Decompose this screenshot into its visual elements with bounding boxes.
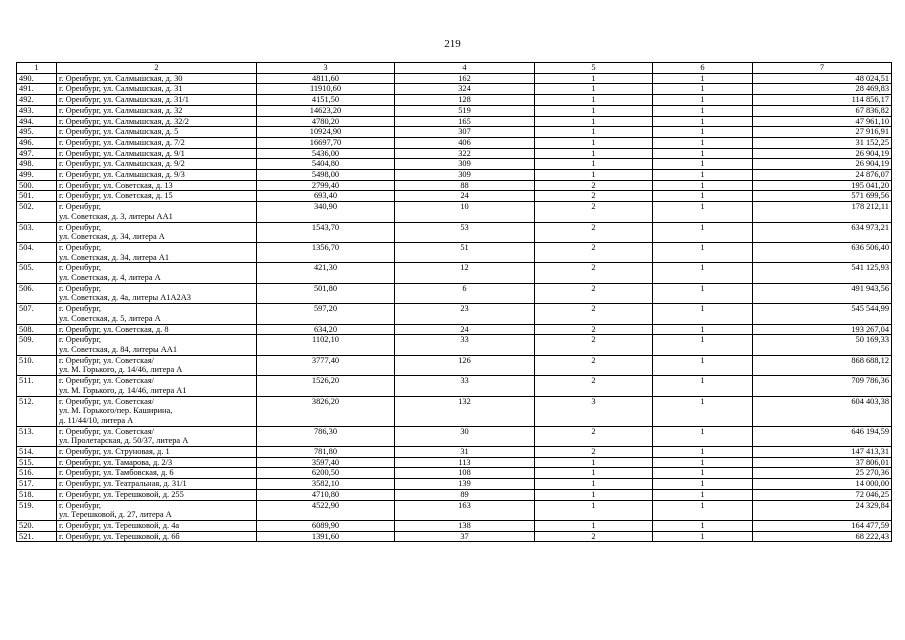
- count-cell: 89: [395, 489, 535, 500]
- code-cell: 1: [653, 283, 753, 303]
- count-cell: 23: [395, 304, 535, 324]
- column-header-3: 3: [257, 63, 395, 74]
- column-header-2: 2: [57, 63, 257, 74]
- table-row: [17, 73, 892, 84]
- address-cell: г. Оренбург, ул. Советская, д. 84, литеры АА1: [57, 335, 257, 355]
- address-cell: г. Оренбург, ул. Салмышская, д. 32/2: [57, 116, 257, 127]
- address-cell: г. Оренбург, ул. Салмышская, д. 9/1: [57, 148, 257, 159]
- row-number-cell: 497.: [17, 148, 57, 159]
- area-cell: 693,40: [257, 191, 395, 202]
- amount-cell: 868 688,12: [753, 355, 892, 375]
- row-number-cell: 500.: [17, 180, 57, 191]
- address-cell: г. Оренбург, ул. Салмышская, д. 9/3: [57, 170, 257, 181]
- code-cell: 1: [653, 116, 753, 127]
- category-cell: 1: [535, 489, 653, 500]
- count-cell: 519: [395, 105, 535, 116]
- amount-cell: 24 876,07: [753, 170, 892, 181]
- category-cell: 2: [535, 304, 653, 324]
- code-cell: 1: [653, 180, 753, 191]
- table-row: [17, 180, 892, 191]
- area-cell: 10924,90: [257, 127, 395, 138]
- row-number-cell: 509.: [17, 335, 57, 355]
- area-cell: 11910,60: [257, 84, 395, 95]
- code-cell: 1: [653, 324, 753, 335]
- row-number-cell: 494.: [17, 116, 57, 127]
- table-row: [17, 222, 892, 242]
- category-cell: 3: [535, 396, 653, 426]
- category-cell: 2: [535, 283, 653, 303]
- count-cell: 33: [395, 376, 535, 396]
- area-cell: 781,80: [257, 447, 395, 458]
- table-row: [17, 84, 892, 95]
- column-header-1: 1: [17, 63, 57, 74]
- amount-cell: 24 329,84: [753, 500, 892, 520]
- amount-cell: 72 046,25: [753, 489, 892, 500]
- code-cell: 1: [653, 335, 753, 355]
- code-cell: 1: [653, 355, 753, 375]
- row-number-cell: 516.: [17, 468, 57, 479]
- area-cell: 1543,70: [257, 222, 395, 242]
- count-cell: 126: [395, 355, 535, 375]
- row-number-cell: 510.: [17, 355, 57, 375]
- row-number-cell: 493.: [17, 105, 57, 116]
- table-row: [17, 242, 892, 262]
- category-cell: 1: [535, 127, 653, 138]
- area-cell: 597,20: [257, 304, 395, 324]
- row-number-cell: 501.: [17, 191, 57, 202]
- row-number-cell: 498.: [17, 159, 57, 170]
- count-cell: 165: [395, 116, 535, 127]
- row-number-cell: 491.: [17, 84, 57, 95]
- amount-cell: 147 413,31: [753, 447, 892, 458]
- category-cell: 2: [535, 531, 653, 542]
- area-cell: 634,20: [257, 324, 395, 335]
- category-cell: 1: [535, 95, 653, 106]
- column-header-5: 5: [535, 63, 653, 74]
- count-cell: 162: [395, 73, 535, 84]
- count-cell: 53: [395, 222, 535, 242]
- amount-cell: 47 961,10: [753, 116, 892, 127]
- table-row: [17, 202, 892, 222]
- area-cell: 421,30: [257, 263, 395, 283]
- amount-cell: 178 212,11: [753, 202, 892, 222]
- amount-cell: 491 943,56: [753, 283, 892, 303]
- address-cell: г. Оренбург, ул. Советская/ ул. М. Горького, д. 14/46, литера А: [57, 355, 257, 375]
- count-cell: 324: [395, 84, 535, 95]
- amount-cell: 28 469,83: [753, 84, 892, 95]
- category-cell: 1: [535, 479, 653, 490]
- count-cell: 322: [395, 148, 535, 159]
- area-cell: 501,80: [257, 283, 395, 303]
- table-row: [17, 263, 892, 283]
- amount-cell: 646 194,59: [753, 426, 892, 446]
- count-cell: 33: [395, 335, 535, 355]
- address-cell: г. Оренбург, ул. Терешковой, д. 6б: [57, 531, 257, 542]
- housing-register-table: [16, 62, 892, 542]
- address-cell: г. Оренбург, ул. Советская, д. 4а, литеры А1А2А3: [57, 283, 257, 303]
- code-cell: 1: [653, 447, 753, 458]
- column-header-7: 7: [753, 63, 892, 74]
- code-cell: 1: [653, 500, 753, 520]
- code-cell: 1: [653, 202, 753, 222]
- table-row: [17, 426, 892, 446]
- column-header-4: 4: [395, 63, 535, 74]
- amount-cell: 164 477,59: [753, 520, 892, 531]
- count-cell: 309: [395, 170, 535, 181]
- category-cell: 2: [535, 191, 653, 202]
- category-cell: 1: [535, 116, 653, 127]
- amount-cell: 195 041,20: [753, 180, 892, 191]
- table-row: [17, 283, 892, 303]
- address-cell: г. Оренбург, ул. Салмышская, д. 5: [57, 127, 257, 138]
- row-number-cell: 517.: [17, 479, 57, 490]
- amount-cell: 27 916,91: [753, 127, 892, 138]
- row-number-cell: 512.: [17, 396, 57, 426]
- category-cell: 2: [535, 202, 653, 222]
- area-cell: 786,30: [257, 426, 395, 446]
- row-number-cell: 505.: [17, 263, 57, 283]
- row-number-cell: 496.: [17, 137, 57, 148]
- count-cell: 113: [395, 457, 535, 468]
- code-cell: 1: [653, 531, 753, 542]
- code-cell: 1: [653, 479, 753, 490]
- table-row: [17, 468, 892, 479]
- column-header-6: 6: [653, 63, 753, 74]
- code-cell: 1: [653, 137, 753, 148]
- address-cell: г. Оренбург, ул. Советская, д. 4, литера А: [57, 263, 257, 283]
- area-cell: 6200,50: [257, 468, 395, 479]
- amount-cell: 14 000,00: [753, 479, 892, 490]
- count-cell: 108: [395, 468, 535, 479]
- category-cell: 1: [535, 159, 653, 170]
- area-cell: 340,90: [257, 202, 395, 222]
- category-cell: 2: [535, 335, 653, 355]
- row-number-cell: 519.: [17, 500, 57, 520]
- table-row: [17, 520, 892, 531]
- code-cell: 1: [653, 426, 753, 446]
- category-cell: 1: [535, 84, 653, 95]
- row-number-cell: 520.: [17, 520, 57, 531]
- count-cell: 307: [395, 127, 535, 138]
- address-cell: г. Оренбург, ул. Советская, д. 34, литера А: [57, 222, 257, 242]
- amount-cell: 25 270,36: [753, 468, 892, 479]
- table-row: [17, 95, 892, 106]
- row-number-cell: 490.: [17, 73, 57, 84]
- address-cell: г. Оренбург, ул. Советская, д. 3, литеры АА1: [57, 202, 257, 222]
- row-number-cell: 503.: [17, 222, 57, 242]
- count-cell: 31: [395, 447, 535, 458]
- address-cell: г. Оренбург, ул. Советская/ ул. Пролетарская, д. 50/37, литера А: [57, 426, 257, 446]
- area-cell: 4811,60: [257, 73, 395, 84]
- table-row: [17, 170, 892, 181]
- amount-cell: 31 152,25: [753, 137, 892, 148]
- code-cell: 1: [653, 127, 753, 138]
- amount-cell: 545 544,99: [753, 304, 892, 324]
- table-row: [17, 376, 892, 396]
- amount-cell: 604 403,38: [753, 396, 892, 426]
- code-cell: 1: [653, 396, 753, 426]
- count-cell: 138: [395, 520, 535, 531]
- column-number-row: [17, 63, 892, 74]
- area-cell: 4710,80: [257, 489, 395, 500]
- address-cell: г. Оренбург, ул. Струновая, д. 1: [57, 447, 257, 458]
- row-number-cell: 514.: [17, 447, 57, 458]
- count-cell: 132: [395, 396, 535, 426]
- category-cell: 1: [535, 137, 653, 148]
- category-cell: 1: [535, 73, 653, 84]
- table-row: [17, 500, 892, 520]
- amount-cell: 709 786,36: [753, 376, 892, 396]
- amount-cell: 37 806,01: [753, 457, 892, 468]
- table-row: [17, 304, 892, 324]
- code-cell: 1: [653, 84, 753, 95]
- category-cell: 1: [535, 468, 653, 479]
- count-cell: 6: [395, 283, 535, 303]
- category-cell: 2: [535, 242, 653, 262]
- category-cell: 1: [535, 520, 653, 531]
- address-cell: г. Оренбург, ул. Салмышская, д. 7/2: [57, 137, 257, 148]
- area-cell: 1102,10: [257, 335, 395, 355]
- table-row: [17, 396, 892, 426]
- code-cell: 1: [653, 95, 753, 106]
- category-cell: 1: [535, 148, 653, 159]
- row-number-cell: 508.: [17, 324, 57, 335]
- amount-cell: 636 506,40: [753, 242, 892, 262]
- code-cell: 1: [653, 222, 753, 242]
- row-number-cell: 502.: [17, 202, 57, 222]
- address-cell: г. Оренбург, ул. Советская/ ул. М. Горького/пер. Каширина, д. 11/44/10, литера А: [57, 396, 257, 426]
- code-cell: 1: [653, 73, 753, 84]
- row-number-cell: 511.: [17, 376, 57, 396]
- count-cell: 10: [395, 202, 535, 222]
- row-number-cell: 513.: [17, 426, 57, 446]
- row-number-cell: 504.: [17, 242, 57, 262]
- category-cell: 2: [535, 263, 653, 283]
- address-cell: г. Оренбург, ул. Тамарова, д. 2/3: [57, 457, 257, 468]
- area-cell: 4522,90: [257, 500, 395, 520]
- amount-cell: 114 856,17: [753, 95, 892, 106]
- address-cell: г. Оренбург, ул. Советская/ ул. М. Горького, д. 14/46, литера А1: [57, 376, 257, 396]
- code-cell: 1: [653, 170, 753, 181]
- code-cell: 1: [653, 191, 753, 202]
- area-cell: 5498,00: [257, 170, 395, 181]
- category-cell: 1: [535, 170, 653, 181]
- count-cell: 128: [395, 95, 535, 106]
- area-cell: 1391,60: [257, 531, 395, 542]
- count-cell: 37: [395, 531, 535, 542]
- row-number-cell: 518.: [17, 489, 57, 500]
- area-cell: 1356,70: [257, 242, 395, 262]
- table-row: [17, 127, 892, 138]
- code-cell: 1: [653, 148, 753, 159]
- table-row: [17, 159, 892, 170]
- table-row: [17, 355, 892, 375]
- table-row: [17, 489, 892, 500]
- code-cell: 1: [653, 376, 753, 396]
- category-cell: 2: [535, 180, 653, 191]
- table-row: [17, 116, 892, 127]
- amount-cell: 193 267,04: [753, 324, 892, 335]
- area-cell: 3826,20: [257, 396, 395, 426]
- area-cell: 16697,70: [257, 137, 395, 148]
- code-cell: 1: [653, 489, 753, 500]
- area-cell: 5404,80: [257, 159, 395, 170]
- count-cell: 30: [395, 426, 535, 446]
- table-row: [17, 191, 892, 202]
- row-number-cell: 521.: [17, 531, 57, 542]
- amount-cell: 26 904,19: [753, 159, 892, 170]
- table-row: [17, 457, 892, 468]
- row-number-cell: 507.: [17, 304, 57, 324]
- address-cell: г. Оренбург, ул. Салмышская, д. 9/2: [57, 159, 257, 170]
- amount-cell: 50 169,33: [753, 335, 892, 355]
- area-cell: 6089,90: [257, 520, 395, 531]
- count-cell: 12: [395, 263, 535, 283]
- address-cell: г. Оренбург, ул. Тамбовская, д. 6: [57, 468, 257, 479]
- area-cell: 3582,10: [257, 479, 395, 490]
- address-cell: г. Оренбург, ул. Советская, д. 5, литера А: [57, 304, 257, 324]
- count-cell: 406: [395, 137, 535, 148]
- category-cell: 2: [535, 324, 653, 335]
- row-number-cell: 515.: [17, 457, 57, 468]
- code-cell: 1: [653, 520, 753, 531]
- table-row: [17, 148, 892, 159]
- category-cell: 1: [535, 457, 653, 468]
- area-cell: 1526,20: [257, 376, 395, 396]
- count-cell: 51: [395, 242, 535, 262]
- code-cell: 1: [653, 263, 753, 283]
- table-body: [17, 73, 892, 542]
- code-cell: 1: [653, 304, 753, 324]
- category-cell: 1: [535, 500, 653, 520]
- address-cell: г. Оренбург, ул. Терешковой, д. 255: [57, 489, 257, 500]
- amount-cell: 68 222,43: [753, 531, 892, 542]
- category-cell: 2: [535, 447, 653, 458]
- address-cell: г. Оренбург, ул. Салмышская, д. 32: [57, 105, 257, 116]
- address-cell: г. Оренбург, ул. Салмышская, д. 31: [57, 84, 257, 95]
- area-cell: 2799,40: [257, 180, 395, 191]
- address-cell: г. Оренбург, ул. Советская, д. 34, литера А1: [57, 242, 257, 262]
- table-row: [17, 105, 892, 116]
- page-number: 219: [444, 38, 461, 50]
- code-cell: 1: [653, 159, 753, 170]
- table-row: [17, 324, 892, 335]
- address-cell: г. Оренбург, ул. Терешковой, д. 4а: [57, 520, 257, 531]
- amount-cell: 634 973,21: [753, 222, 892, 242]
- code-cell: 1: [653, 468, 753, 479]
- code-cell: 1: [653, 242, 753, 262]
- table-row: [17, 137, 892, 148]
- area-cell: 4780,20: [257, 116, 395, 127]
- address-cell: г. Оренбург, ул. Советская, д. 13: [57, 180, 257, 191]
- row-number-cell: 506.: [17, 283, 57, 303]
- address-cell: г. Оренбург, ул. Советская, д. 15: [57, 191, 257, 202]
- address-cell: г. Оренбург, ул. Салмышская, д. 31/1: [57, 95, 257, 106]
- row-number-cell: 495.: [17, 127, 57, 138]
- table-row: [17, 447, 892, 458]
- category-cell: 1: [535, 105, 653, 116]
- table-row: [17, 531, 892, 542]
- count-cell: 24: [395, 191, 535, 202]
- category-cell: 2: [535, 426, 653, 446]
- code-cell: 1: [653, 457, 753, 468]
- table-row: [17, 335, 892, 355]
- row-number-cell: 499.: [17, 170, 57, 181]
- code-cell: 1: [653, 105, 753, 116]
- category-cell: 2: [535, 355, 653, 375]
- area-cell: 5436,00: [257, 148, 395, 159]
- address-cell: г. Оренбург, ул. Советская, д. 8: [57, 324, 257, 335]
- amount-cell: 48 024,51: [753, 73, 892, 84]
- area-cell: 3597,40: [257, 457, 395, 468]
- area-cell: 3777,40: [257, 355, 395, 375]
- address-cell: г. Оренбург, ул. Терешковой, д. 27, литера А: [57, 500, 257, 520]
- amount-cell: 571 699,56: [753, 191, 892, 202]
- count-cell: 309: [395, 159, 535, 170]
- amount-cell: 541 125,93: [753, 263, 892, 283]
- amount-cell: 26 904,19: [753, 148, 892, 159]
- address-cell: г. Оренбург, ул. Салмышская, д. 30: [57, 73, 257, 84]
- area-cell: 4151,50: [257, 95, 395, 106]
- count-cell: 24: [395, 324, 535, 335]
- category-cell: 2: [535, 376, 653, 396]
- row-number-cell: 492.: [17, 95, 57, 106]
- amount-cell: 67 836,82: [753, 105, 892, 116]
- table-row: [17, 479, 892, 490]
- area-cell: 14623,20: [257, 105, 395, 116]
- address-cell: г. Оренбург, ул. Театральная, д. 31/1: [57, 479, 257, 490]
- count-cell: 163: [395, 500, 535, 520]
- count-cell: 139: [395, 479, 535, 490]
- category-cell: 2: [535, 222, 653, 242]
- count-cell: 88: [395, 180, 535, 191]
